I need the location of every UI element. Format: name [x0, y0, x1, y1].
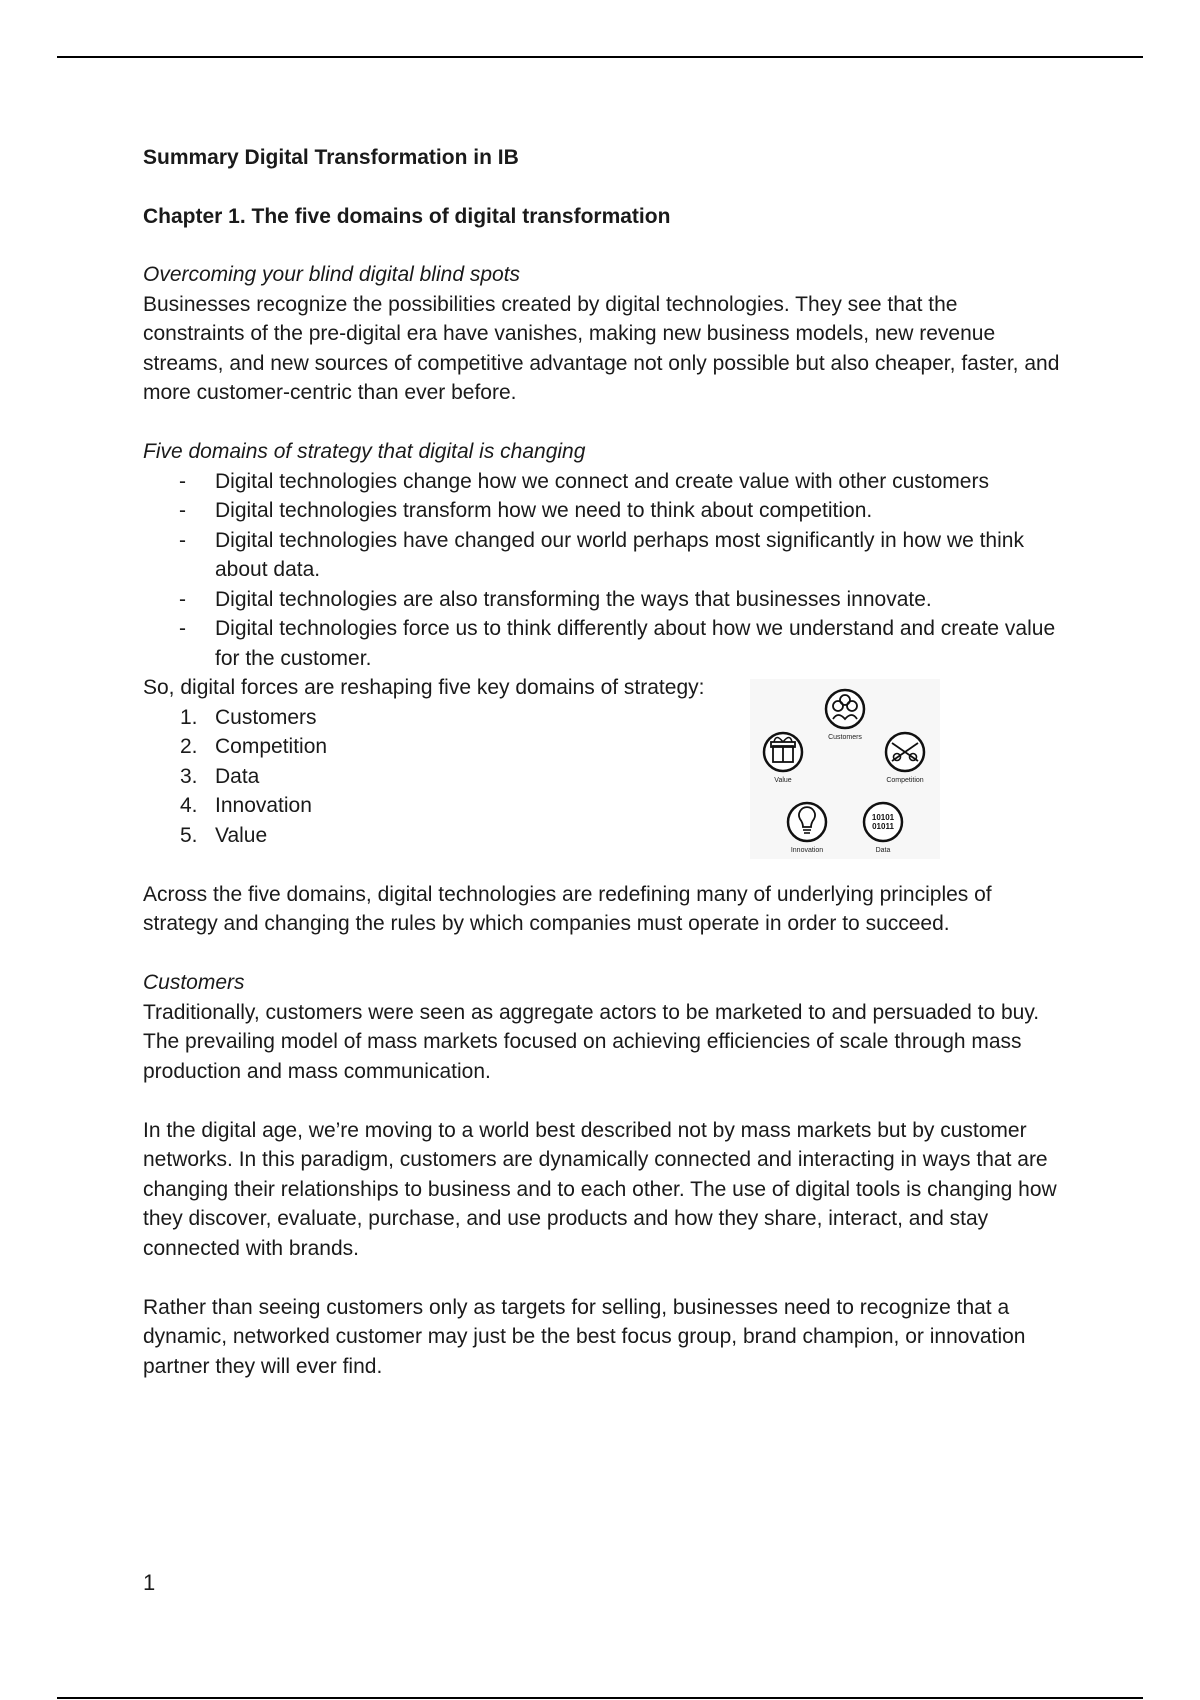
list-item: - Digital technologies transform how we need to think about competition. [179, 499, 873, 522]
bottom-rule [57, 1697, 1143, 1699]
paragraph: Traditionally, customers were seen as aggregate actors to be marketed to and persuaded to buy. The prevailing model of mass markets focused on achieving efficiencies of scale through mass production and mass communication. [143, 1000, 1040, 1083]
list-item: 1. Customers [180, 705, 317, 729]
chapter-heading: Chapter 1. The five domains of digital transformation [143, 204, 671, 228]
five-domains-figure [750, 679, 940, 859]
page-number: 1 [143, 1570, 156, 1595]
section-subtitle: Customers [143, 971, 245, 994]
list-item: - Digital technologies are also transforming the ways that businesses innovate. [179, 587, 932, 611]
list-item: - Digital technologies force us to think differently about how we understand and create value for the customer. [179, 617, 1056, 670]
competition-icon [886, 733, 924, 771]
document-title: Summary Digital Transformation in IB [143, 146, 519, 169]
list-item: 3. Data [180, 764, 260, 788]
customers-label: Customers [828, 734, 862, 741]
list-item: - Digital technologies change how we connect and create value with other customers [179, 469, 989, 493]
value-label: Value [774, 777, 792, 784]
innovation-label: Innovation [790, 847, 824, 854]
gift-icon [764, 733, 802, 771]
section-subtitle: Five domains of strategy that digital is changing [143, 440, 586, 463]
list-item: 2. Competition [180, 735, 328, 758]
list-item: 5. Value [180, 823, 268, 847]
list-item: 4. Innovation [180, 794, 312, 817]
paragraph: Across the five domains, digital technologies are redefining many of underlying principles of strategy and changing the rules by which companies must operate in order to succeed. [143, 882, 992, 935]
section-subtitle: Overcoming your blind digital blind spots [143, 263, 521, 286]
data-glyph-line1: 10101 [871, 813, 895, 822]
list-item: - Digital technologies have changed our world perhaps most significantly in how we think about data. [179, 528, 1024, 581]
document-body [143, 143, 1063, 1381]
domains-block [143, 673, 1063, 854]
domains-intro: So, digital forces are reshaping five key domains of strategy: [143, 676, 705, 699]
data-glyph-line2: 01011 [872, 822, 894, 831]
competition-label: Competition [886, 777, 924, 784]
paragraph: In the digital age, we’re moving to a world best described not by mass markets but by customer networks. In this paradigm, customers are dynamically connected and interacting in ways that are changing their relationships to business and to each other. The use of digital tools is changing how they discover, evaluate, purchase, and use products and how they share, interact, and stay connected with brands. [143, 1118, 1057, 1260]
paragraph: Rather than seeing customers only as targets for selling, businesses need to recognize that a dynamic, networked customer may just be the best focus group, brand champion, or innovation partner they will ever find. [143, 1295, 1026, 1378]
paragraph: Businesses recognize the possibilities created by digital technologies. They see that the constraints of the pre-digital era have vanishes, making new business models, new revenue streams, and new sources of competitive advantage not only possible but also cheaper, faster, and more customer-centric than ever before. [143, 292, 1060, 404]
top-rule [57, 56, 1143, 58]
data-label: Data [875, 847, 891, 854]
lightbulb-icon [788, 803, 826, 841]
customers-icon [826, 690, 864, 728]
data-icon [864, 803, 902, 841]
bullet-list [143, 467, 1063, 674]
